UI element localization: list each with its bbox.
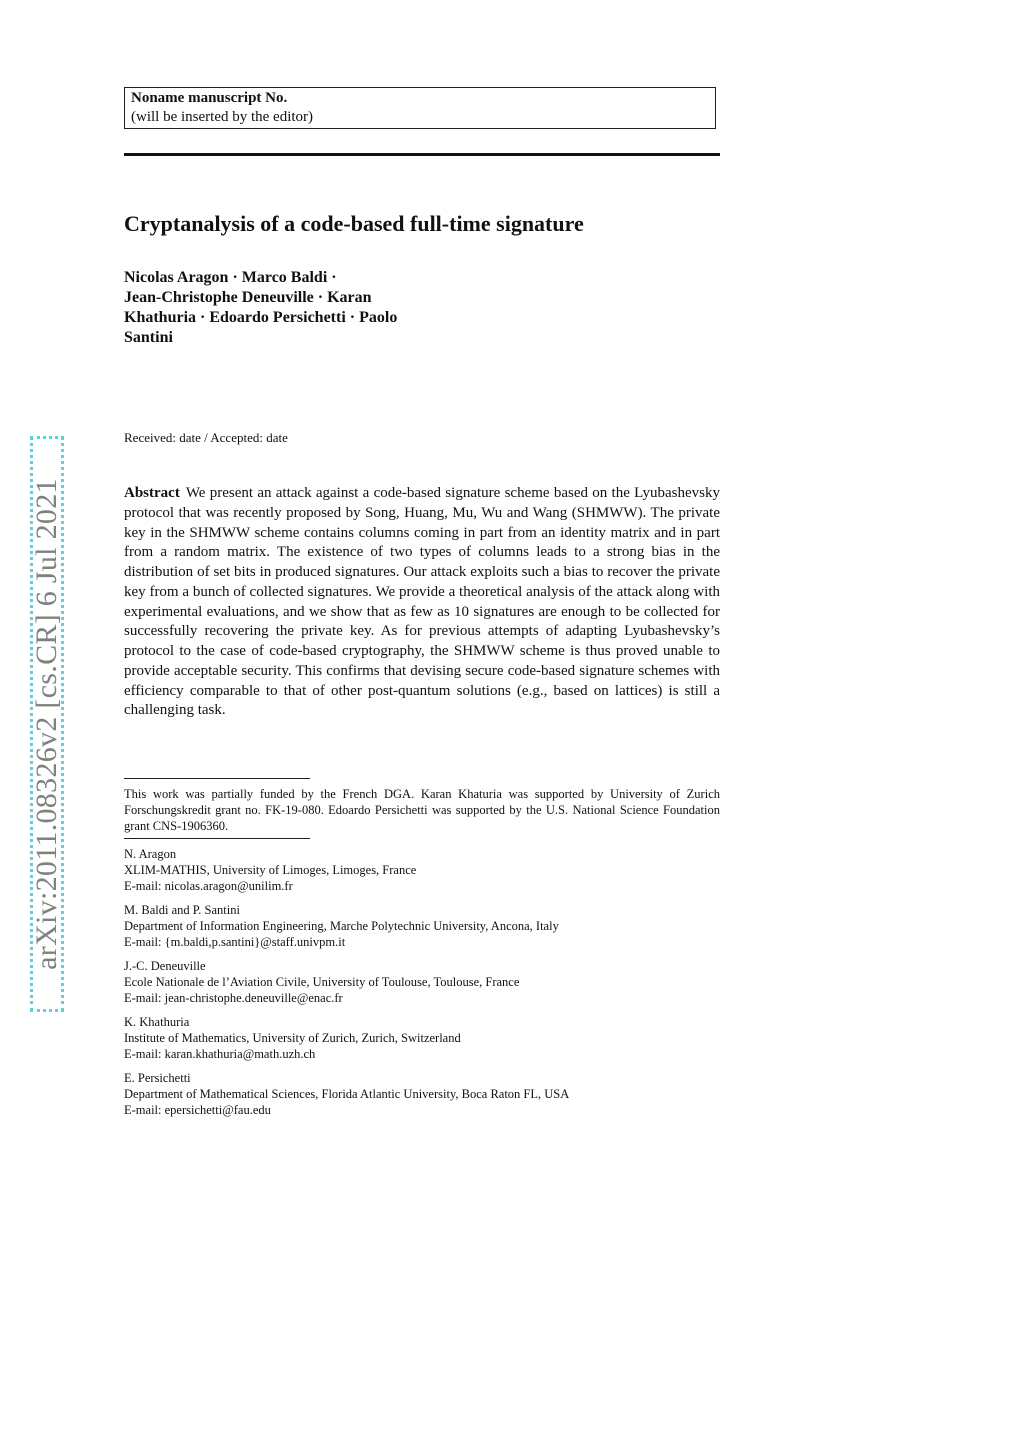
affiliation-name: K. Khathuria [124, 1015, 190, 1029]
affiliation-block [124, 902, 720, 950]
manuscript-note: (will be inserted by the editor) [131, 109, 314, 125]
footnote-rule [124, 778, 310, 779]
author-list [124, 268, 544, 348]
affiliation-institution: Ecole Nationale de l’Aviation Civile, University of Toulouse, Toulouse, France [124, 975, 520, 989]
funding-note: This work was partially funded by the French DGA. Karan Khaturia was supported by University of Zurich Forschungskredit grant no. FK-19-080. Edoardo Persichetti was supported by the U.S. National Science Foundation grant CNS-1906360. [124, 787, 720, 833]
affiliation-block [124, 846, 720, 894]
affiliation-email[interactable]: E-mail: nicolas.aragon@unilim.fr [124, 879, 293, 893]
author-line: Nicolas Aragon · Marco Baldi · [124, 269, 337, 286]
affiliation-email[interactable]: E-mail: {m.baldi,p.santini}@staff.univpm.it [124, 935, 346, 949]
abstract-label: Abstract [124, 485, 180, 501]
manuscript-title: Noname manuscript No. [131, 90, 288, 106]
manuscript-box [124, 87, 716, 129]
author-line: Santini [124, 329, 173, 346]
affiliation-email[interactable]: E-mail: epersichetti@fau.edu [124, 1103, 271, 1117]
author-line: Jean-Christophe Deneuville · Karan [124, 289, 372, 306]
affiliation-block [124, 1014, 720, 1062]
affiliation-institution: Department of Mathematical Sciences, Florida Atlantic University, Boca Raton FL, USA [124, 1087, 570, 1101]
affiliations [124, 846, 720, 1126]
affiliation-email[interactable]: E-mail: karan.khathuria@math.uzh.ch [124, 1047, 316, 1061]
affiliation-name: E. Persichetti [124, 1071, 191, 1085]
paper-title: Cryptanalysis of a code-based full-time signature [124, 211, 584, 236]
affiliation-email[interactable]: E-mail: jean-christophe.deneuville@enac.fr [124, 991, 343, 1005]
abstract-text: We present an attack against a code-based signature scheme based on the Lyubashevsky protocol that was recently proposed by Song, Huang, Mu, Wu and Wang (SHMWW). The private key in the SHMWW scheme contains columns coming in part from an identity matrix and in part from a random matrix. The existence of two types of columns leads to a strong bias in the distribution of set bits in produced signatures. Our attack exploits such a bias to recover the private key from a bunch of collected signatures. We provide a theoretical analysis of the attack along with experimental evaluations, and we show that as few as 10 signatures are enough to be collected for successfully recovering the private key. As for previous attempts of adapting Lyubashevsky’s protocol to the case of code-based cryptography, the SHMWW scheme is thus proved unable to provide acceptable security. This confirms that devising secure code-based signature schemes with efficiency comparable to that of other post-quantum solutions (e.g., based on lattices) is still a challenging task. [124, 485, 720, 719]
author-line: Khathuria · Edoardo Persichetti · Paolo [124, 309, 398, 326]
received-date: Received: date / Accepted: date [124, 430, 288, 445]
affiliation-institution: XLIM-MATHIS, University of Limoges, Limoges, France [124, 863, 417, 877]
footnote-rule [124, 838, 310, 839]
affiliation-block [124, 958, 720, 1006]
affiliation-name: J.-C. Deneuville [124, 959, 206, 973]
affiliation-block [124, 1070, 720, 1118]
affiliation-institution: Department of Information Engineering, Marche Polytechnic University, Ancona, Italy [124, 919, 559, 933]
title-rule [124, 153, 720, 156]
affiliation-name: M. Baldi and P. Santini [124, 903, 240, 917]
affiliation-institution: Institute of Mathematics, University of Zurich, Zurich, Switzerland [124, 1031, 461, 1045]
abstract [124, 484, 720, 721]
affiliation-name: N. Aragon [124, 847, 177, 861]
arxiv-stamp[interactable] [30, 436, 64, 1012]
arxiv-id[interactable]: arXiv:2011.08326v2 [cs.CR] 6 Jul 2021 [30, 478, 63, 970]
